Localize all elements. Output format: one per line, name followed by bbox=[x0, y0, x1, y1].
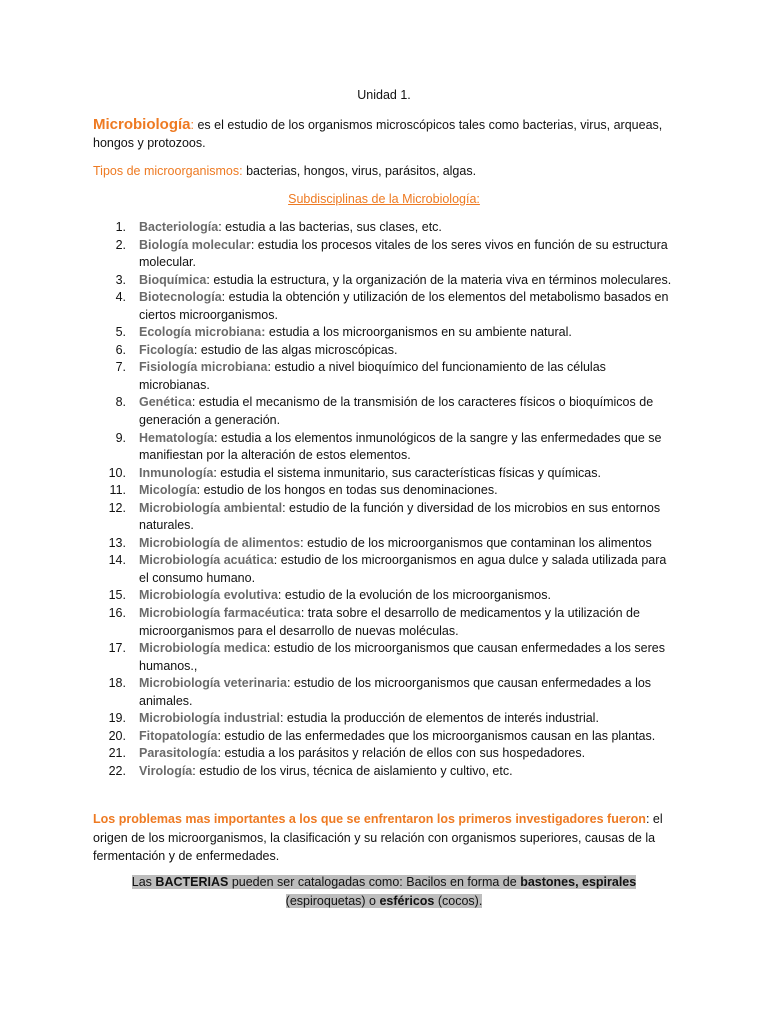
list-item-term: Bacteriología bbox=[139, 220, 219, 234]
list-item-description: : estudia la obtención y utilización de los elementos del metabolismo basados en ciertos microorganismos. bbox=[139, 290, 669, 322]
problems-lead: Los problemas mas importantes a los que se enfrentaron los primeros investigadores fueron bbox=[93, 812, 646, 826]
list-item-number: 16. bbox=[108, 606, 126, 621]
list-item-number: 11. bbox=[109, 483, 126, 498]
list-item-number: 4. bbox=[115, 290, 126, 305]
list-item-description: : estudio de los virus, técnica de aislamiento y cultivo, etc. bbox=[192, 763, 513, 778]
list-item-description: : estudio de las algas microscópicas. bbox=[193, 342, 398, 357]
list-item-number: 6. bbox=[115, 342, 126, 357]
bacteria-bold-1: BACTERIAS bbox=[155, 875, 229, 889]
list-item-term: Biotecnología bbox=[139, 290, 222, 305]
bacteria-text-2: pueden ser catalogadas como: Bacilos en forma de bbox=[228, 875, 521, 889]
list-item bbox=[93, 237, 678, 272]
list-item-description: : estudio de los microorganismos en agua dulce y salada utilizada para el consumo humano. bbox=[139, 553, 667, 585]
list-item bbox=[93, 324, 678, 342]
types-line bbox=[93, 164, 673, 178]
list-item-description: : estudia el mecanismo de la transmisión de los caracteres físicos o bioquímicos de generación a generación. bbox=[139, 395, 654, 428]
intro-term: Microbiología bbox=[93, 116, 191, 133]
list-item bbox=[93, 552, 678, 587]
bacteria-highlight bbox=[132, 875, 636, 908]
list-item-number: 2. bbox=[115, 237, 126, 252]
list-item-term: Microbiología acuática bbox=[139, 553, 274, 568]
list-item-term: Microbiología evolutiva bbox=[139, 588, 278, 603]
subdisciplines-list bbox=[93, 219, 678, 781]
list-item-number: 8. bbox=[115, 395, 126, 410]
list-item-description: : estudio de los microorganismos que causan enfermedades a los animales. bbox=[139, 676, 652, 708]
list-item-description: : estudia a los parásitos y relación de ellos con sus hospedadores. bbox=[217, 746, 586, 761]
list-item-number: 20. bbox=[108, 728, 126, 743]
bacteria-text-3: (espiroquetas) o bbox=[285, 893, 380, 908]
bacteria-bold-3: esféricos bbox=[379, 893, 435, 908]
list-item-term: Microbiología industrial bbox=[139, 711, 280, 726]
list-item-description: : trata sobre el desarrollo de medicamentos y la utilización de microorganismos para el desarrollo de nuevas moléculas. bbox=[139, 606, 640, 638]
list-item-term: Parasitología bbox=[139, 746, 218, 761]
list-item-description: : estudia la producción de elementos de interés industrial. bbox=[279, 711, 599, 726]
list-item-number: 7. bbox=[115, 360, 126, 375]
list-item bbox=[93, 359, 678, 394]
list-item bbox=[93, 500, 678, 535]
bacteria-note bbox=[100, 873, 668, 910]
list-item-term: Microbiología ambiental bbox=[139, 500, 283, 515]
list-item bbox=[93, 675, 678, 710]
list-item-term: Microbiología medica bbox=[139, 641, 267, 656]
list-item-term: Inmunología bbox=[139, 465, 214, 480]
list-item-description: : estudio de la evolución de los microorganismos. bbox=[277, 588, 551, 603]
list-item-description: : estudio de las enfermedades que los microorganismos causan en las plantas. bbox=[217, 728, 656, 743]
list-item-term: Biología molecular bbox=[139, 237, 251, 252]
list-item-term: Ecología microbiana: bbox=[139, 325, 266, 340]
list-item-number: 13. bbox=[108, 535, 126, 550]
list-item-description: : estudio a nivel bioquímico del funcionamiento de las células microbianas. bbox=[139, 360, 606, 392]
subdisciplines-title: Subdisciplinas de la Microbiología: bbox=[288, 192, 480, 206]
bacteria-bold-2: bastones, espirales bbox=[520, 875, 637, 889]
list-item-description: : estudio de los microorganismos que causan enfermedades a los seres humanos., bbox=[139, 641, 665, 673]
list-item-term: Micología bbox=[139, 483, 197, 498]
list-item bbox=[93, 342, 678, 360]
list-item bbox=[93, 745, 678, 763]
problems-text: : el origen de los microorganismos, la clasificación y su relación con organismos superiores, causas de la fermentación y de enfermedades. bbox=[93, 812, 663, 863]
list-item-number: 1. bbox=[115, 220, 126, 234]
types-label: Tipos de microorganismos: bbox=[93, 164, 243, 178]
list-item bbox=[93, 605, 678, 640]
list-item bbox=[93, 728, 678, 746]
intro-paragraph bbox=[93, 116, 673, 152]
bacteria-text-1: Las bbox=[131, 875, 156, 889]
list-item-number: 18. bbox=[108, 676, 126, 691]
list-item-term: Hematología bbox=[139, 430, 215, 445]
list-item bbox=[93, 394, 678, 429]
problems-paragraph bbox=[93, 810, 678, 866]
list-item-number: 10. bbox=[108, 465, 126, 480]
list-item bbox=[93, 482, 678, 500]
intro-colon: : bbox=[190, 118, 194, 132]
list-item bbox=[93, 430, 678, 465]
list-item-term: Microbiología veterinaria bbox=[139, 676, 287, 691]
list-item-number: 12. bbox=[108, 500, 126, 515]
list-item bbox=[93, 640, 678, 675]
list-item-description: : estudia a los elementos inmunológicos de la sangre y las enfermedades que se manifiestan por la alteración de estos elementos. bbox=[139, 430, 662, 463]
list-item bbox=[93, 535, 678, 553]
intro-text: es el estudio de los organismos microscópicos tales como bacterias, virus, arqueas, hongos y protozoos. bbox=[93, 118, 663, 150]
list-item bbox=[93, 587, 678, 605]
list-item-number: 15. bbox=[108, 588, 126, 603]
list-item bbox=[93, 465, 678, 483]
list-item-term: Microbiología farmacéutica bbox=[139, 606, 301, 621]
unit-title: Unidad 1. bbox=[357, 88, 411, 102]
types-text: bacterias, hongos, virus, parásitos, algas. bbox=[242, 164, 477, 178]
list-item-number: 17. bbox=[108, 641, 126, 656]
list-item-number: 5. bbox=[115, 325, 126, 340]
list-item-description: estudia a los microorganismos en su ambiente natural. bbox=[265, 325, 572, 340]
list-item-description: : estudio de la función y diversidad de los microbios en sus entornos naturales. bbox=[139, 500, 661, 533]
list-item-description: : estudia los procesos vitales de los seres vivos en función de su estructura molecular. bbox=[139, 237, 668, 270]
list-item-description: : estudia la estructura, y la organización de la materia viva en términos moleculares. bbox=[206, 272, 672, 287]
list-item bbox=[93, 272, 678, 290]
list-item-term: Microbiología de alimentos bbox=[139, 535, 301, 550]
list-item-number: 14. bbox=[108, 553, 126, 568]
list-item-description: : estudia a las bacterias, sus clases, etc. bbox=[218, 220, 442, 234]
list-item-number: 9. bbox=[115, 430, 126, 445]
list-item-number: 19. bbox=[108, 711, 126, 726]
list-item-description: : estudio de los hongos en todas sus denominaciones. bbox=[196, 483, 498, 498]
list-item-number: 21. bbox=[108, 746, 126, 761]
bacteria-text-4: (cocos). bbox=[434, 893, 483, 908]
list-item-term: Fitopatología bbox=[139, 728, 218, 743]
list-item bbox=[93, 219, 678, 237]
list-item-term: Fisiología microbiana bbox=[139, 360, 268, 375]
list-item-description: : estudio de los microorganismos que contaminan los alimentos bbox=[300, 535, 652, 550]
list-item-term: Bioquímica bbox=[139, 272, 207, 287]
list-item bbox=[93, 289, 678, 324]
list-item-term: Ficología bbox=[139, 342, 194, 357]
list-item-description: : estudia el sistema inmunitario, sus características físicas y químicas. bbox=[213, 465, 601, 480]
list-item-number: 3. bbox=[115, 272, 126, 287]
list-item-term: Virología bbox=[139, 763, 193, 778]
list-item bbox=[93, 710, 678, 728]
list-item bbox=[93, 763, 678, 781]
list-item-number: 22. bbox=[108, 763, 126, 778]
list-item-term: Genética bbox=[139, 395, 192, 410]
